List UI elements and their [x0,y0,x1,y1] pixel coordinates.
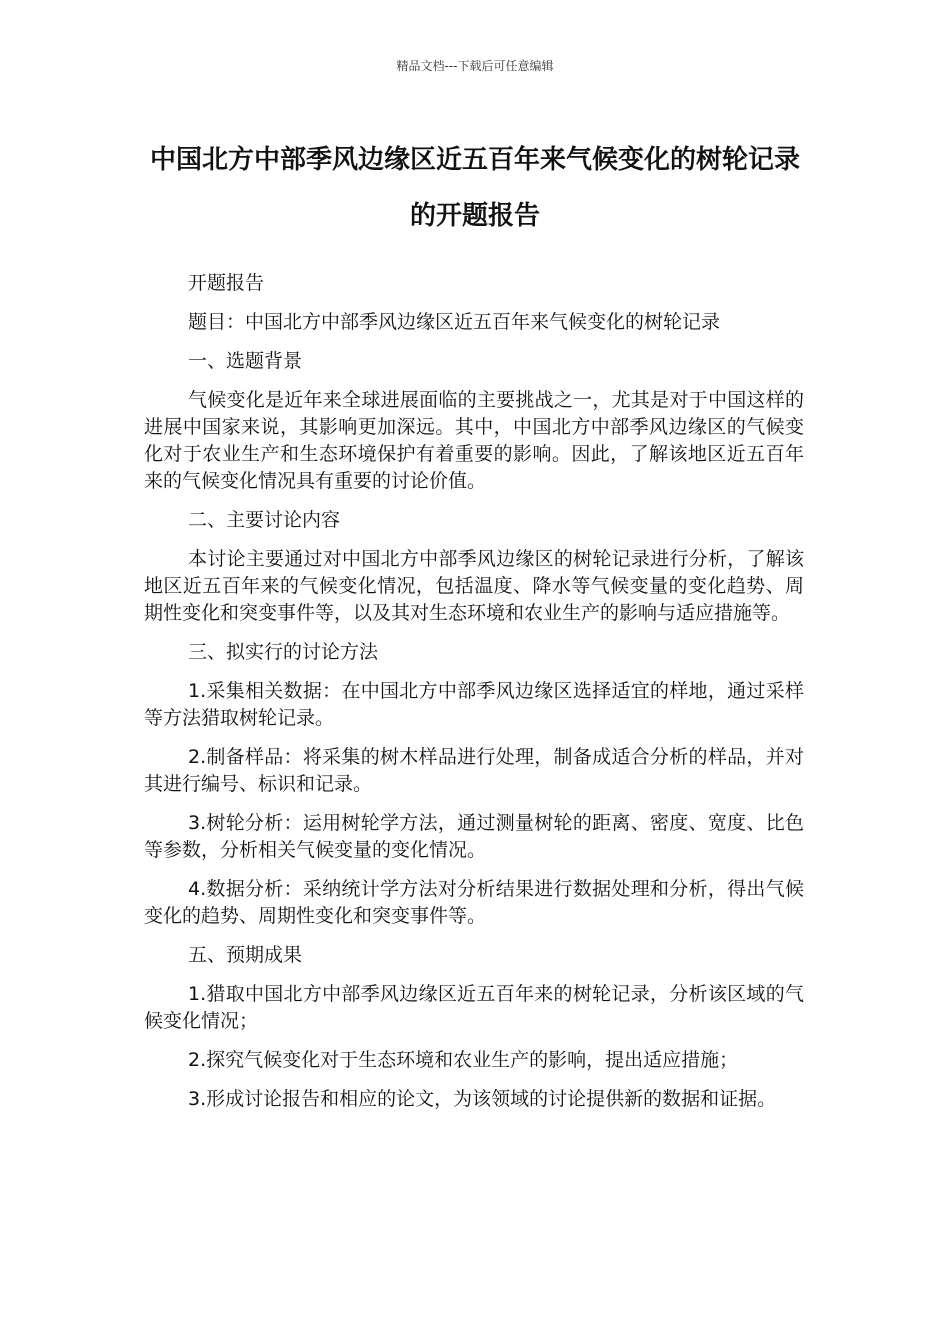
paragraph-result-3: 3.形成讨论报告和相应的论文，为该领域的讨论提供新的数据和证据。 [188,1088,777,1110]
paragraph-result-2: 2.探究气候变化对于生态环境和农业生产的影响，提出适应措施； [188,1049,739,1071]
section-heading-background: 一、选题背景 [188,350,303,372]
paragraph-main-content: 本讨论主要通过对中国北方中部季风边缘区的树轮记录进行分析，了解该地区近五百年来的气候变化情况，包括温度、降水等气候变量的变化趋势、周期性变化和突变事件等，以及其对生态环境和农业生产的影响与适应措施等。 [144,548,804,624]
section-heading-expected-results: 五、预期成果 [188,944,303,966]
paragraph-topic: 题目：中国北方中部季风边缘区近五百年来气候变化的树轮记录 [188,311,721,333]
section-heading-main-content: 二、主要讨论内容 [188,509,341,531]
section-heading-methods: 三、拟实行的讨论方法 [188,641,379,663]
paragraph-background: 气候变化是近年来全球进展面临的主要挑战之一，尤其是对于中国这样的进展中国家来说，其影响更加深远。其中，中国北方中部季风边缘区的气候变化对于农业生产和生态环境保护有着重要的影响。因此，了解该地区近五百年来的气候变化情况具有重要的讨论价值。 [144,389,804,492]
paragraph-method-3: 3.树轮分析：运用树轮学方法，通过测量树轮的距离、密度、宽度、比色等参数，分析相关气候变量的变化情况。 [144,812,804,861]
document-title: 中国北方中部季风边缘区近五百年来气候变化的树轮记录的开题报告 [149,145,800,231]
paragraph-method-2: 2.制备样品：将采集的树木样品进行处理，制备成适合分析的样品，并对其进行编号、标识和记录。 [144,746,804,795]
paragraph-method-1: 1.采集相关数据：在中国北方中部季风边缘区选择适宜的样地，通过采样等方法猎取树轮记录。 [144,680,804,729]
paragraph-method-4: 4.数据分析：采纳统计学方法对分析结果进行数据处理和分析，得出气候变化的趋势、周期性变化和突变事件等。 [144,878,804,927]
paragraph-result-1: 1.猎取中国北方中部季风边缘区近五百年来的树轮记录，分析该区域的气候变化情况； [144,983,804,1032]
paragraph-report-label: 开题报告 [188,272,265,294]
header-note: 精品文档---下载后可任意编辑 [396,59,554,73]
document-body [144,270,804,1125]
